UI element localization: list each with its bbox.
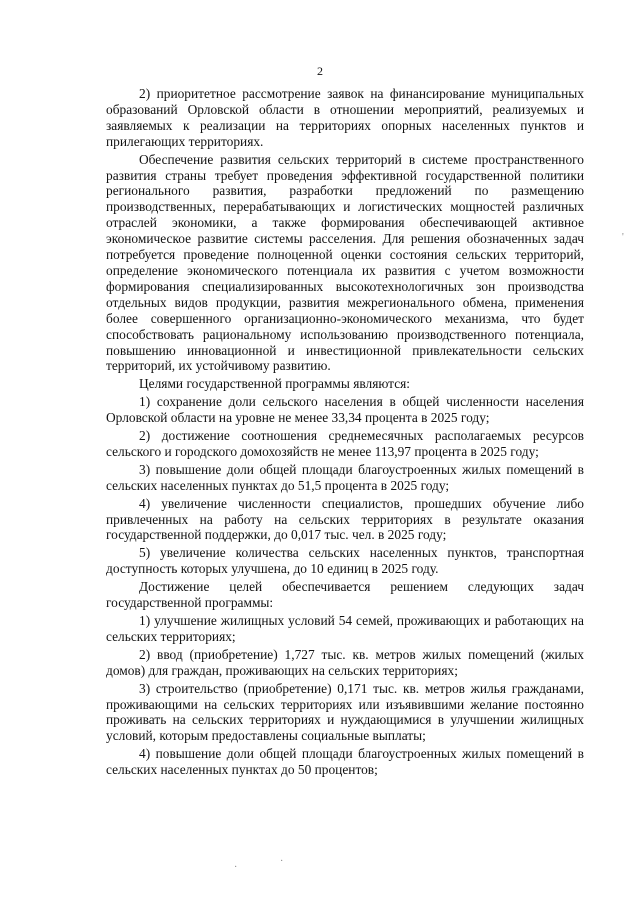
paragraph: 2) достижение соотношения среднемесячных располагаемых ресурсов сельского и городского домохозяйств не менее 113,97 процента в 2025 году; — [106, 428, 584, 459]
paragraph: 5) увеличение количества сельских населенных пунктов, транспортная доступность которых улучшена, до 10 единиц в 2025 году. — [106, 545, 584, 577]
scan-speck: · — [234, 862, 238, 873]
page-number: 2 — [317, 64, 323, 78]
paragraph: 1) улучшение жилищных условий 54 семей, проживающих и работающих на сельских территориях; — [106, 613, 584, 644]
paragraph: 4) увеличение численности специалистов, прошедших обучение либо привлеченных на работу на сельских территориях в результате оказания государственной поддержки, до 0,017 тыс. чел. в 2025 году; — [106, 495, 584, 543]
paragraph: 2) ввод (приобретение) 1,727 тыс. кв. метров жилых помещений (жилых домов) для граждан, проживающих на сельских территориях; — [106, 646, 584, 678]
paragraph: Целями государственной программы являются: — [139, 376, 411, 392]
paragraph: 3) строительство (приобретение) 0,171 тыс. кв. метров жилья гражданами, проживающими на сельских территориях или изъявившими желание постоянно проживать на сельских территориях и нуждающимися в улучшении жилищных условий, которым предоставлены социальные выплаты; — [106, 680, 584, 744]
paragraph: 2) приоритетное рассмотрение заявок на финансирование муниципальных образований Орловской области в отношении мероприятий, реализуемых и заявляемых к реализации на территориях опорных населенных пунктов и прилегающих территориях. — [106, 86, 584, 149]
paragraph: Достижение целей обеспечивается решением следующих задач государственной программы: — [106, 579, 584, 611]
scan-speck: ' — [622, 232, 624, 243]
paragraph: Обеспечение развития сельских территорий в системе пространственного развития страны требует проведения эффективной государственной политики регионального развития, разработки предложений по размещению производственных, перерабатывающих и логистических мощностей различных отраслей экономики, а также формирования обеспечивающей активное экономическое развитие системы расселения. Для решения обозначенных задач потребуется проведение полноценной оценки состояния сельских территорий, определение экономического потенциала их развития с учетом возможности формирования специализированных высокотехнологичных зон производства отдельных видов продукции, развития межрегионального обмена, применения более совершенного организационно-экономического механизма, что будет способствовать рациональному использованию производственного потенциала, повышению инновационной и инвестиционной привлекательности сельских территорий, их устойчивому развитию. — [106, 151, 584, 374]
document-body — [106, 86, 584, 778]
scan-speck: · — [280, 856, 284, 867]
paragraph: 4) повышение доли общей площади благоустроенных жилых помещений в сельских населенных пунктах до 50 процентов; — [106, 746, 584, 778]
paragraph: 3) повышение доли общей площади благоустроенных жилых помещений в сельских населенных пунктах до 51,5 процента в 2025 году; — [106, 461, 584, 493]
paragraph: 1) сохранение доли сельского населения в общей численности населения Орловской области на уровне не менее 33,34 процента в 2025 году; — [106, 394, 584, 426]
